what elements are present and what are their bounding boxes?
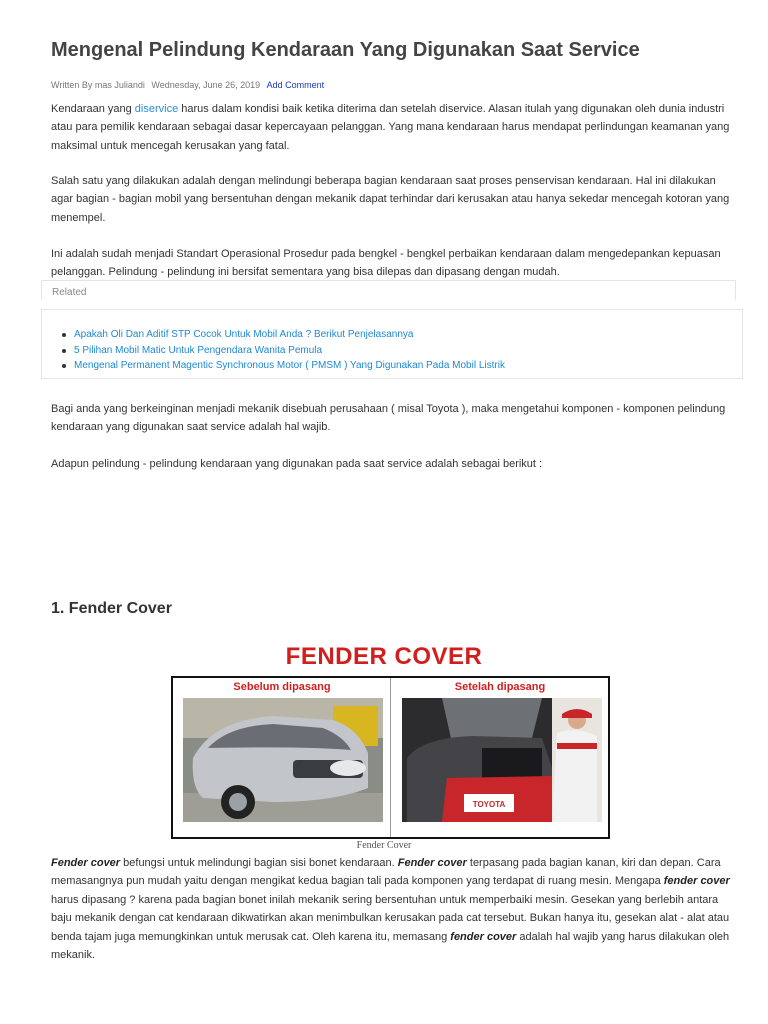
related-link-2[interactable]: 5 Pilihan Mobil Matic Untuk Pengendara Wanita Pemula [74,344,323,356]
related-item [62,343,505,359]
intro-text-end: harus dalam kondisi baik ketika diterima dan setelah diservice. Alasan itulah yang digunakan oleh dunia industri atau para pemilik kendaraan sebagai dasar kepercayaan pelanggan. Yang mana kendaraan harus mendapat perlindungan keamanan yang maksimal untuk mencegah kerusakan yang fatal. [51,103,730,152]
article-title: Mengenal Pelindung Kendaraan Yang Digunakan Saat Service [51,39,640,61]
post-date: Wednesday, June 26, 2019 [151,80,261,90]
toyota-badge-text: TOYOTA [472,800,506,809]
fender-cover-figure [171,676,610,839]
related-link-3[interactable]: Mengenal Permanent Magentic Synchronous Motor ( PMSM ) Yang Digunakan Pada Mobil Listrik [74,360,505,371]
car-after-photo [402,698,602,822]
bullet-icon [62,364,66,368]
intro-paragraph [51,100,731,155]
add-comment-link[interactable]: Add Comment [266,80,325,90]
figure-divider [390,678,391,837]
related-heading: Related [41,280,736,300]
related-item [62,358,505,374]
figure-caption: Fender Cover [356,840,412,851]
related-posts-box [41,309,743,379]
term-fender-cover: Fender cover [51,857,121,869]
body-text: adalah hal wajib yang harus dilakukan oleh mekanik. [51,930,730,962]
after-panel [394,680,606,835]
fender-cover-description [51,854,731,964]
paragraph-4: Bagi anda yang berkeinginan menjadi mekanik disebuah perusahaan ( misal Toyota ), maka mengetahui komponen - komponen pelindung kendaraan yang digunakan saat service adalah hal wajib. [51,403,726,434]
related-link-1[interactable]: Apakah Oli Dan Aditif STP Cocok Untuk Mobil Anda ? Berikut Penjelasannya [74,329,414,340]
bullet-icon [62,333,66,337]
related-list [62,327,505,374]
article-meta [51,78,324,92]
body-text: harus dipasang ? karena pada bagian bonet inilah mekanik sering bersentuhan untuk memperbaiki mesin. Gesekan yang berlebih antara baju mekanik dengan cat kendaraan dikwatirkan akan menimbulkan kerusakan pada cat tersebut. Bukan hanya itu, gesekan alat - alat atau benda tajam juga memungkinkan untuk merusak cat. Oleh karena itu, memasang [51,893,730,943]
term-fender-cover: fender cover [450,930,517,943]
car-before-photo [183,698,383,822]
intro-text-start: Kendaraan yang [51,103,135,115]
paragraph-3: Ini adalah sudah menjadi Standart Operasional Prosedur pada bengkel - bengkel perbaikan kendaraan dalam mengedepankan kepuasan pelanggan. Pelindung - pelindung ini bersifat sementara yang bisa dilepas dan dipasang dengan mudah. [51,248,721,279]
term-fender-cover: fender cover [663,875,730,888]
body-text: terpasang pada bagian kanan, kiri dan depan. Cara memasangnya pun mudah yaitu dengan mengikat kedua bagian tali pada komponen yang terdapat di ruang mesin. Mengapa [51,857,721,888]
after-label: Setelah dipasang [454,681,546,693]
diservice-link[interactable]: diservice [134,103,179,115]
before-label: Sebelum dipasang [233,681,331,693]
before-panel [175,680,389,835]
bullet-icon [62,349,66,353]
body-text: befungsi untuk melindungi bagian sisi bonet kendaraan. [120,857,398,869]
figure-heading: FENDER COVER [285,643,483,670]
section-title-fender-cover: 1. Fender Cover [51,600,172,617]
related-item [62,327,505,343]
paragraph-2: Salah satu yang dilakukan adalah dengan melindungi beberapa bagian kendaraan saat proses penservisan kendaraan. Hal ini dilakukan agar bagian - bagian mobil yang bersentuhan dengan mekanik dapat terhindar dari kerusakan atau hanya sekedar mencegah kotoran yang menempel. [51,175,730,224]
author-byline: Written By mas Juliandi [51,80,145,90]
paragraph-5: Adapun pelindung - pelindung kendaraan yang digunakan pada saat service adalah sebagai berikut : [51,458,543,470]
term-fender-cover: Fender cover [397,857,467,869]
